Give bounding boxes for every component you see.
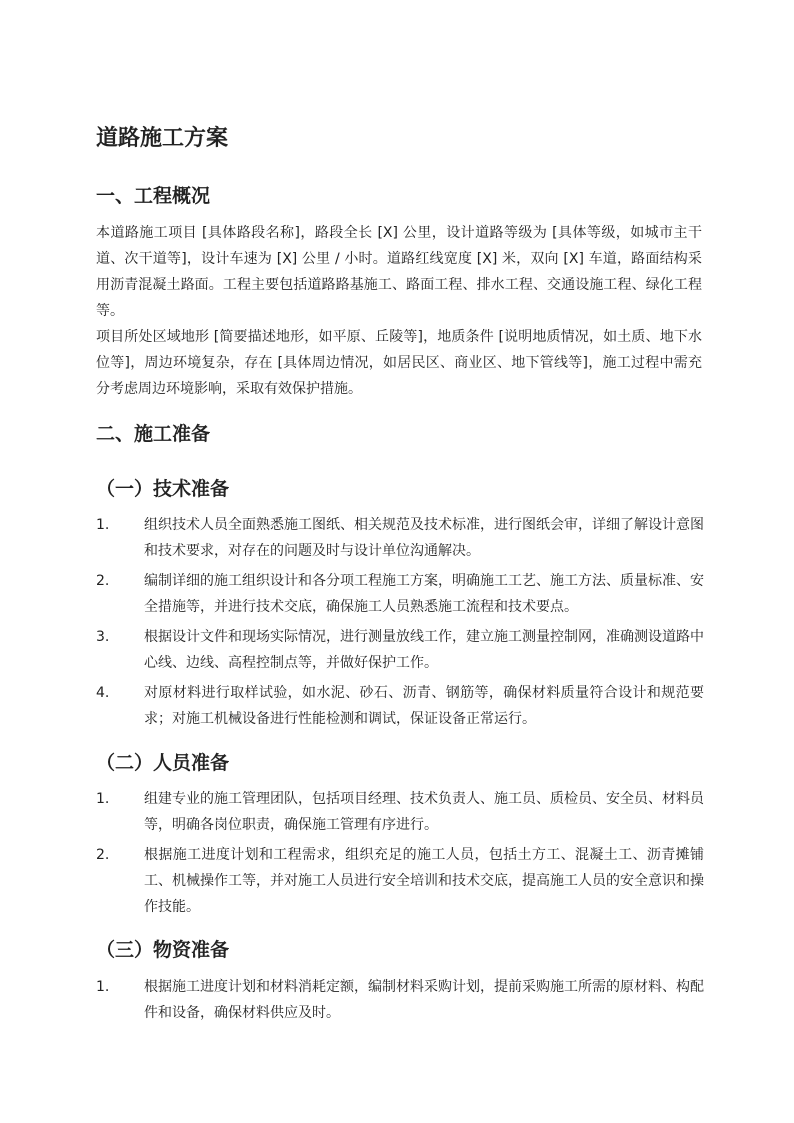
list-item-text: 组织技术人员全面熟悉施工图纸、相关规范及技术标准，进行图纸会审，详细了解设计意图和技术要求，对存在的问题及时与设计单位沟通解决。: [144, 517, 704, 559]
subsection-heading-materials: （三）物资准备: [96, 939, 230, 961]
list-item: [96, 624, 706, 676]
list-item-text: 组建专业的施工管理团队，包括项目经理、技术负责人、施工员、质检员、安全员、材料员等，明确各岗位职责，确保施工管理有序进行。: [144, 791, 704, 833]
list-item-text: 根据设计文件和现场实际情况，进行测量放线工作，建立施工测量控制网，准确测设道路中心线、边线、高程控制点等，并做好保护工作。: [144, 629, 704, 671]
document-title: 道路施工方案: [96, 126, 229, 151]
list-item-number: 1.: [96, 517, 110, 533]
overview-paragraph-2: 项目所处区域地形 [简要描述地形，如平原、丘陵等]，地质条件 [说明地质情况，如土质、地下水位等]，周边环境复杂，存在 [具体周边情况，如居民区、商业区、地下管线等]，施工过程中需充分考虑周边环境影响，采取有效保护措施。: [96, 329, 702, 397]
list-item-number: 1.: [96, 979, 110, 995]
subsection-heading-technical: （一）技术准备: [96, 478, 230, 500]
list-item: [96, 786, 706, 838]
section-heading-overview: 一、工程概况: [96, 185, 211, 207]
list-item-number: 2.: [96, 847, 110, 863]
list-item-number: 4.: [96, 685, 110, 701]
list-item: [96, 842, 706, 920]
list-item: [96, 568, 706, 620]
list-item-text: 对原材料进行取样试验，如水泥、砂石、沥青、钢筋等，确保材料质量符合设计和规范要求；对施工机械设备进行性能检测和调试，保证设备正常运行。: [144, 685, 704, 727]
list-item: [96, 974, 706, 1026]
list-item-text: 编制详细的施工组织设计和各分项工程施工方案，明确施工工艺、施工方法、质量标准、安全措施等，并进行技术交底，确保施工人员熟悉施工流程和技术要点。: [144, 573, 704, 615]
list-item-number: 2.: [96, 573, 110, 589]
materials-prep-list: [96, 974, 706, 1026]
list-item-number: 3.: [96, 629, 110, 645]
section-heading-preparation: 二、施工准备: [96, 423, 211, 445]
list-item: [96, 680, 706, 732]
personnel-prep-list: [96, 786, 706, 920]
list-item-text: 根据施工进度计划和工程需求，组织充足的施工人员，包括土方工、混凝土工、沥青摊铺工、机械操作工等，并对施工人员进行安全培训和技术交底，提高施工人员的安全意识和操作技能。: [144, 847, 704, 915]
list-item-number: 1.: [96, 791, 110, 807]
list-item: [96, 512, 706, 564]
technical-prep-list: [96, 512, 706, 732]
subsection-heading-personnel: （二）人员准备: [96, 752, 230, 774]
overview-paragraph-1: 本道路施工项目 [具体路段名称]，路段全长 [X] 公里，设计道路等级为 [具体等级，如城市主干道、次干道等]，设计车速为 [X] 公里 / 小时。道路红线宽度 [X] 米，双向 [X] 车道，路面结构采用沥青混凝土路面。工程主要包括道路路基施工、路面工程、排水工程、交通设施工程、绿化工程等。: [96, 225, 702, 319]
list-item-text: 根据施工进度计划和材料消耗定额，编制材料采购计划，提前采购施工所需的原材料、构配件和设备，确保材料供应及时。: [144, 979, 704, 1021]
